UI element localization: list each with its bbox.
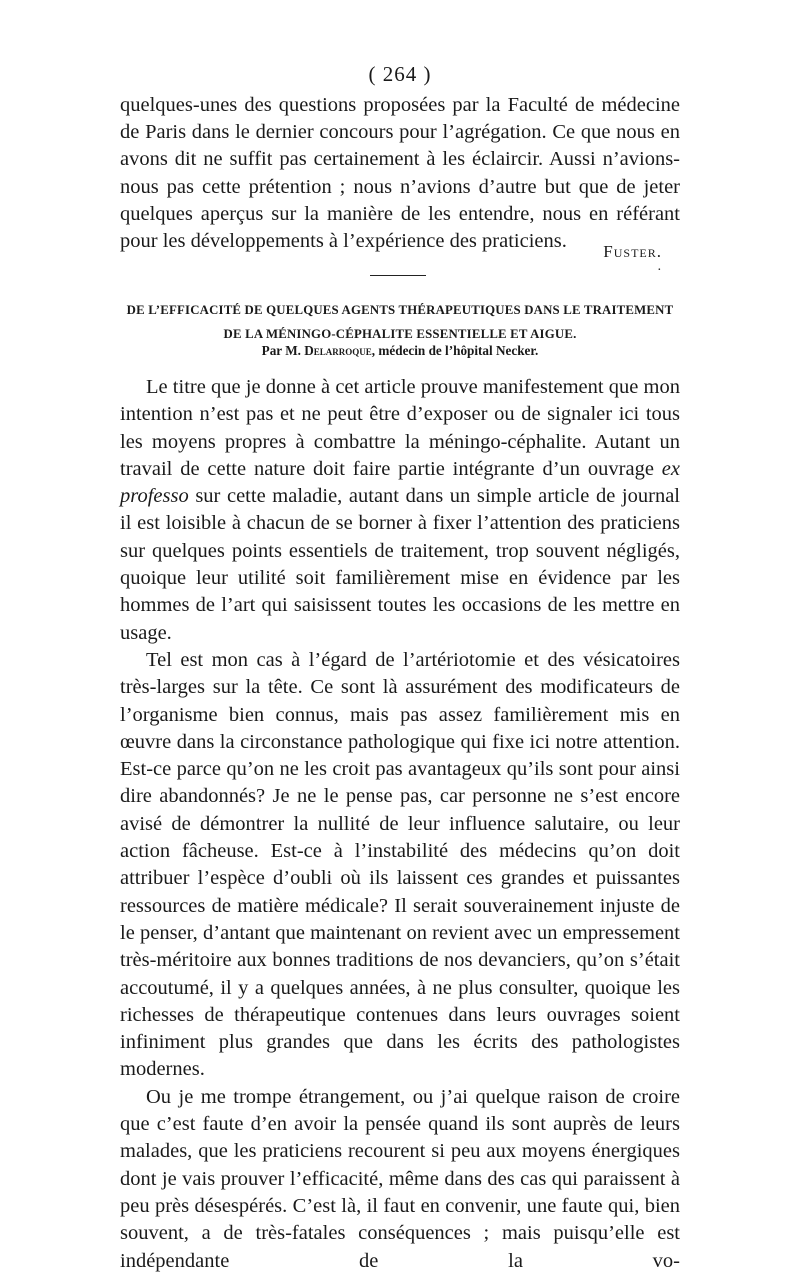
- byline-author: Delarroque,: [304, 343, 376, 358]
- article-body: [120, 374, 680, 1275]
- paragraph-2: Tel est mon cas à l’égard de l’artériotomie et des vésicatoires très-larges sur la tête. Ce sont là assurément des modificateurs de l’organisme bien connus, mais pas assez familièrement mis en œuvre dans la circonstance pathologique qui fixe ici notre attention. Est-ce parce qu’on ne les croit pas avantageux qu’ils sont pour ainsi dire abandonnés? Je ne le pense pas, car personne ne s’est encore avisé de démontrer la nullité de leur influence salutaire, ou leur action fâcheuse. Est-ce à l’instabilité des médecins qu’on doit attribuer l’espèce d’oubli où ils laissent ces grandes et puissantes ressources de matière médicale? Il serait souverainement injuste de le penser, d’antant que maintenant on revient avec un empressement très-méritoire aux bonnes traditions de nos devanciers, qu’on s’était accoutumé, il y a quelques années, à ne plus consulter, quoique les richesses de thérapeutique contenues dans leurs ouvrages soient infiniment plus grandes que dans les écrits des pathologistes modernes.: [120, 648, 680, 1081]
- article-title: [100, 298, 700, 346]
- stray-dot: ·: [657, 263, 662, 278]
- intro-text: [120, 92, 680, 255]
- paragraph-3: Ou je me trompe étrangement, ou j’ai quelque raison de croire que c’est faute d’en avoir la pensée quand ils sont auprès de leurs malades, que les praticiens recourent si peu aux moyens énergiques dont je vais prouver l’efficacité, même dans des cas qui paraissent à peu près désespérés. C’est là, il faut en convenir, une faute qui, bien souvent, a de très-fatales conséquences ; mais puisqu’elle est indépendante de la vo-: [120, 1085, 680, 1272]
- paragraph-1-part-b: sur cette maladie, autant dans un simple article de journal il est loisible à chacun de se borner à fixer l’attention des praticiens sur quelques points essentiels de traitement, trop souvent négligés, quoique leur utilité soit familièrement mise en évidence par les hommes de l’art qui saisissent toutes les occasions de les mettre en usage.: [120, 485, 680, 644]
- intro-paragraph: quelques-unes des questions proposées par la Faculté de médecine de Paris dans le dernier concours pour l’agrégation. Ce que nous en avons dit ne suffit pas certainement à les éclaircir. Aussi n’avions-nous pas cette prétention ; nous n’avions d’autre but que de jeter quelques aperçus sur la manière de les entendre, nous en référant pour les développements à l’expérience des praticiens.: [120, 94, 680, 253]
- byline-affiliation: médecin de l’hôpital Necker.: [378, 343, 539, 358]
- byline-prefix: Par M.: [261, 343, 301, 358]
- section-divider: [370, 275, 426, 276]
- author-signature: Fuster.: [603, 242, 662, 261]
- paragraph-1-part-a: Le titre que je donne à cet article prouve manifestement que mon intention n’est pas et ne peut être d’exposer ou de signaler ici tous les moyens propres à combattre la méningo-céphalite. Autant un travail de cette nature doit faire partie intégrante d’un ouvrage: [120, 376, 680, 480]
- article-byline: [100, 343, 700, 359]
- article-title-line-1: DE L’EFFICACITÉ DE QUELQUES AGENTS THÉRAPEUTIQUES DANS LE TRAITEMENT: [126, 303, 674, 317]
- page-number: ( 264 ): [368, 62, 432, 86]
- latin-phrase: ex professo: [120, 457, 680, 508]
- paragraph-1: [120, 374, 680, 647]
- article-title-line-2: DE LA MÉNINGO-CÉPHALITE ESSENTIELLE ET AIGUE.: [223, 327, 577, 341]
